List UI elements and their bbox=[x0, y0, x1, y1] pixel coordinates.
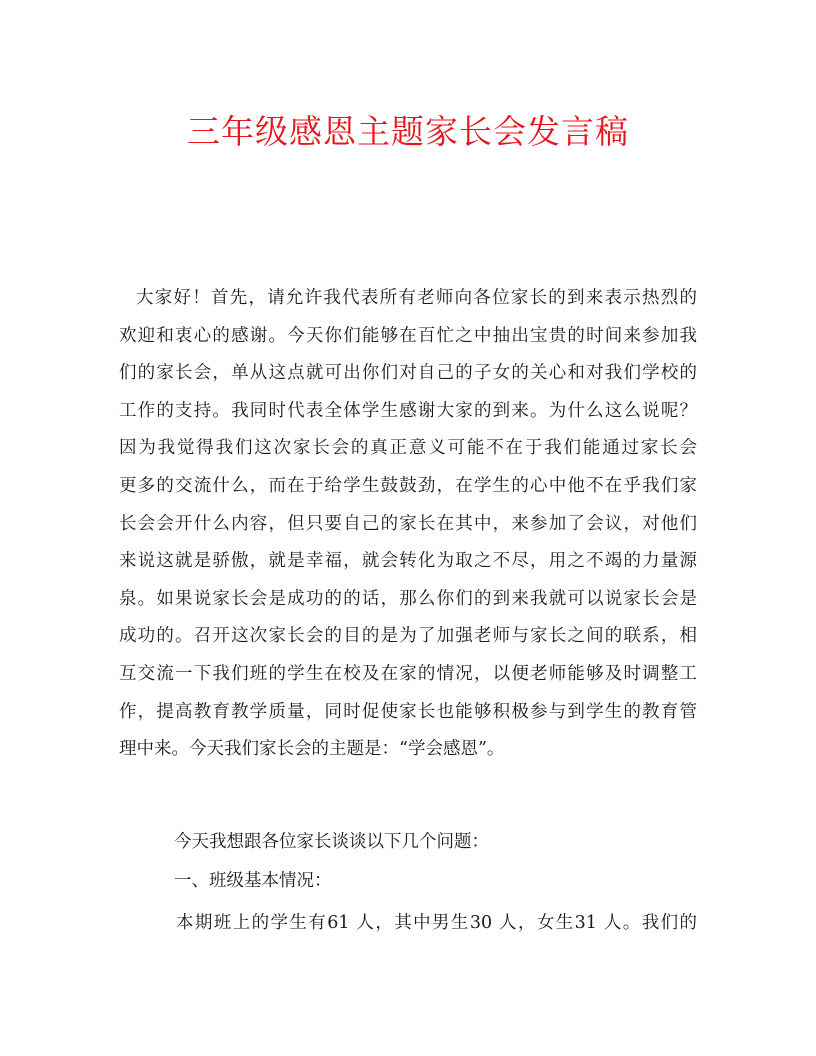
paragraph-line: 理中来。今天我们家长会的主题是：“学会感恩”。 bbox=[119, 739, 505, 760]
paragraph-line: 作，提高教育教学质量，同时促使家长也能够积极参与到学生的教育管 bbox=[119, 701, 697, 722]
document-title: 三年级感恩主题家长会发言稿 bbox=[187, 112, 629, 151]
paragraph-line: 大家好！首先，请允许我代表所有老师向各位家长的到来表示热烈的 bbox=[136, 288, 697, 308]
paragraph-line: 更多的交流什么，而在于给学生鼓鼓劲，在学生的心中他不在乎我们家 bbox=[119, 475, 697, 496]
paragraph-line: 来说这就是骄傲，就是幸福，就会转化为取之不尽，用之不竭的力量源 bbox=[119, 551, 697, 572]
intro-paragraph bbox=[119, 280, 697, 769]
paragraph-line: 们的家长会，单从这点就可出你们对自己的子女的关心和对我们学校的 bbox=[119, 363, 697, 384]
paragraph-line: 工作的支持。我同时代表全体学生感谢大家的到来。为什么这么说呢？ bbox=[119, 400, 697, 421]
paragraph-line: 长会会开什么内容，但只要自己的家长在其中，来参加了会议，对他们 bbox=[119, 513, 697, 534]
paragraph-line: 泉。如果说家长会是成功的的话，那么你们的到来我就可以说家长会是 bbox=[119, 588, 697, 609]
paragraph-line: 互交流一下我们班的学生在校及在家的情况，以便老师能够及时调整工 bbox=[119, 663, 697, 684]
paragraph-line: 成功的。召开这次家长会的目的是为了加强老师与家长之间的联系，相 bbox=[119, 626, 697, 647]
class-info-paragraph: 本期班上的学生有61 人，其中男生30 人，女生31 人。我们的 bbox=[176, 913, 697, 933]
topics-paragraph: 今天我想跟各位家长谈谈以下几个问题： bbox=[174, 832, 489, 852]
paragraph-line: 欢迎和衷心的感谢。今天你们能够在百忙之中抽出宝贵的时间来参加我 bbox=[119, 325, 697, 346]
section-heading: 一、班级基本情况： bbox=[174, 871, 332, 891]
paragraph-line: 因为我觉得我们这次家长会的真正意义可能不在于我们能通过家长会 bbox=[119, 438, 697, 459]
